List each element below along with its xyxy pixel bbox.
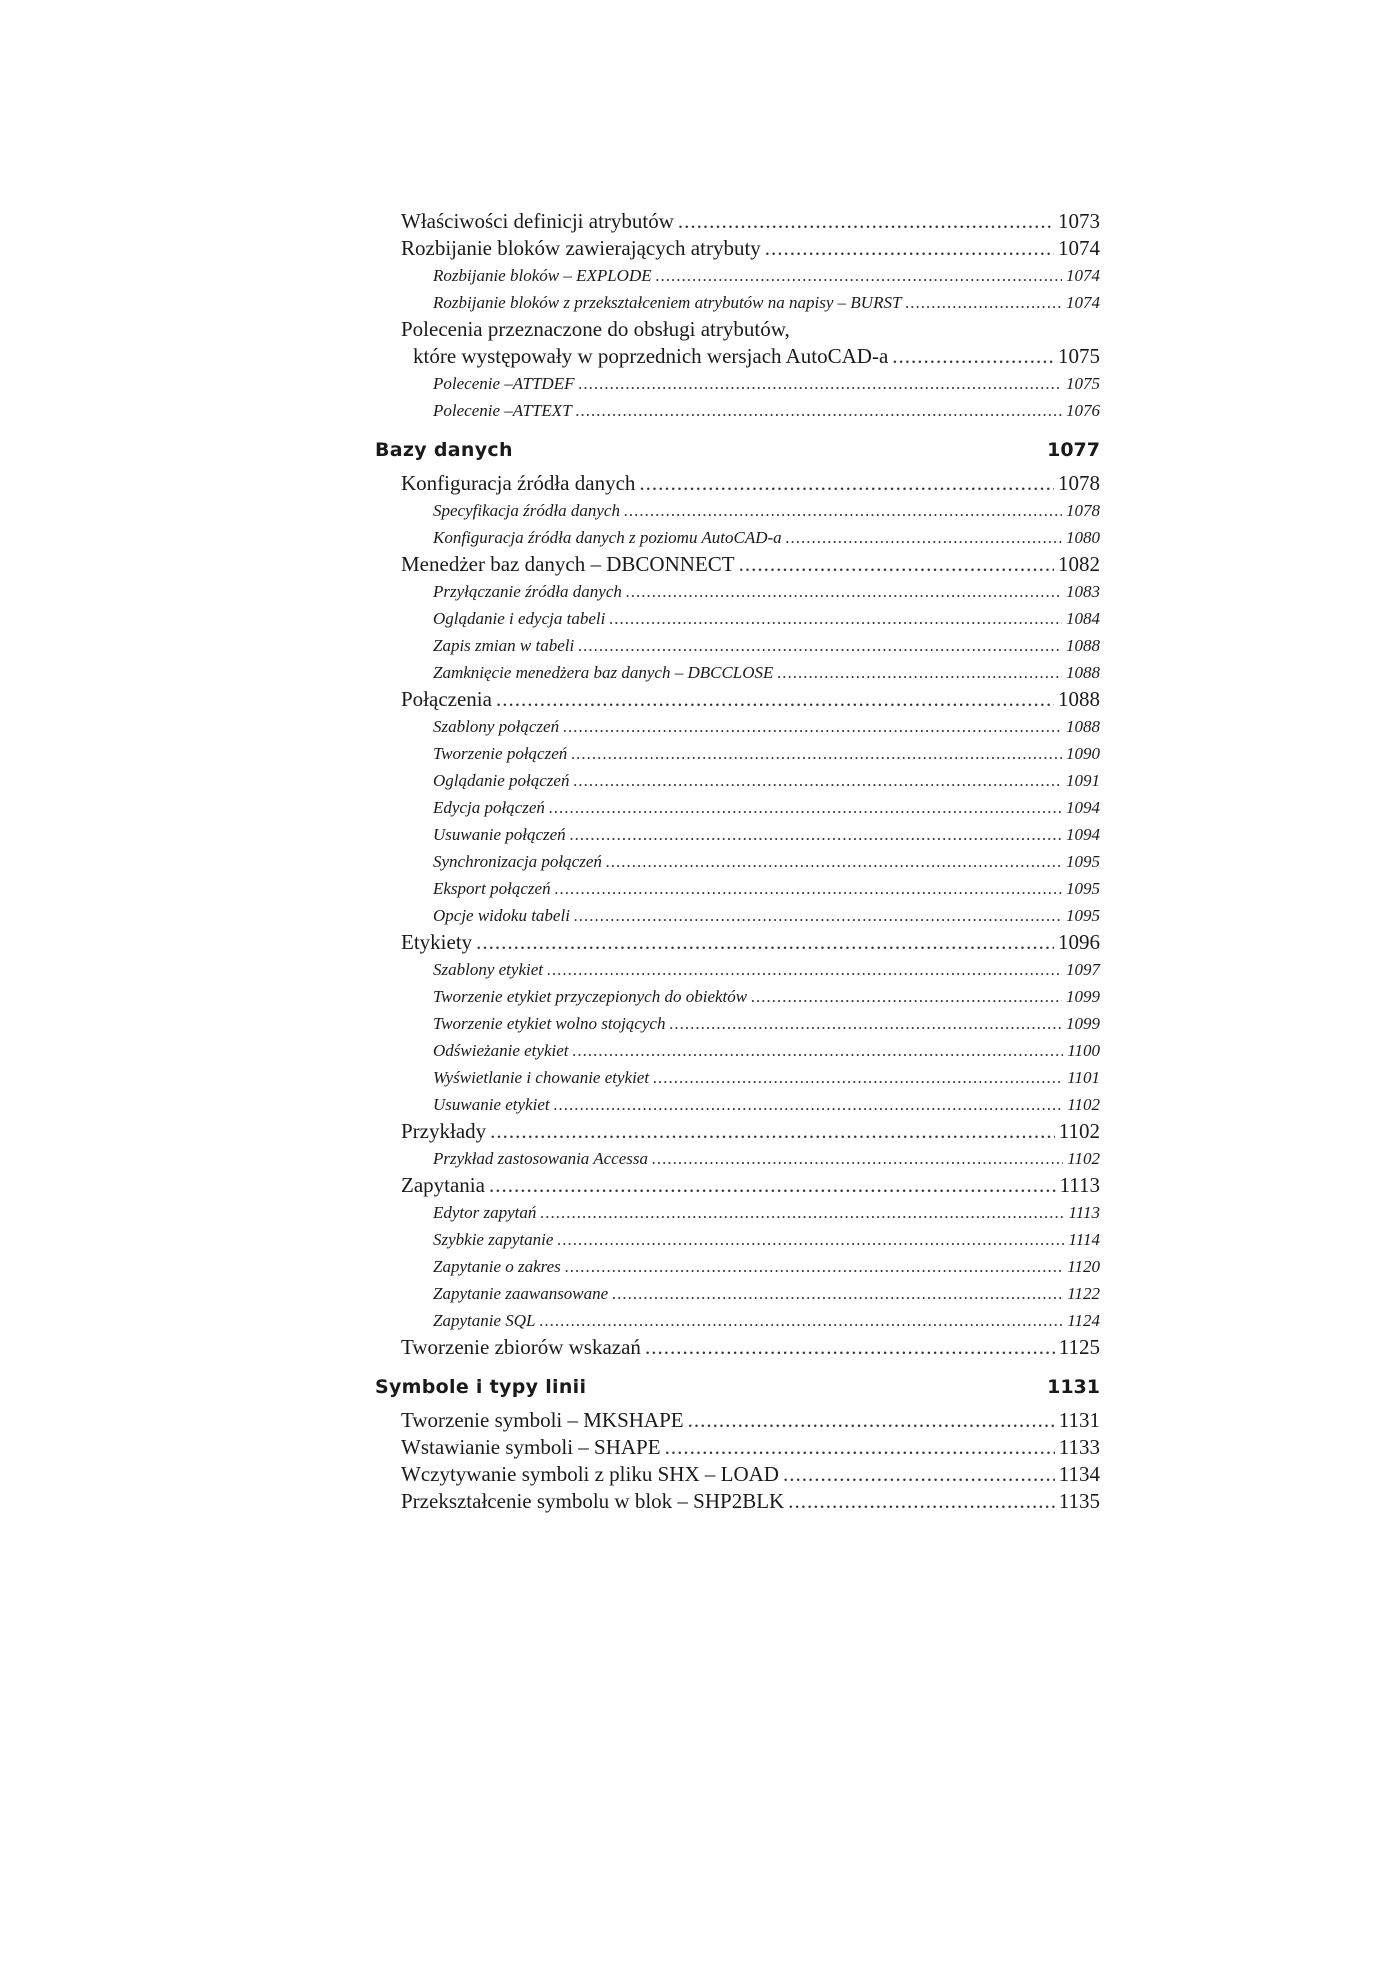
entry-title: Tworzenie etykiet przyczepionych do obiektów xyxy=(433,987,748,1006)
entry-title: Usuwanie etykiet xyxy=(433,1095,550,1114)
entry-page-number: 1099 xyxy=(1066,987,1100,1006)
entry-title: Zapytanie SQL xyxy=(433,1311,536,1330)
entry-page-number: 1124 xyxy=(1067,1311,1100,1330)
dot-leader xyxy=(547,956,1062,983)
entry-page-number: 1088 xyxy=(1066,717,1100,736)
dot-leader xyxy=(788,1488,1055,1515)
dot-leader xyxy=(490,1118,1055,1145)
dot-leader xyxy=(565,1253,1063,1280)
dot-leader xyxy=(652,1145,1063,1172)
toc-entry xyxy=(375,470,1100,497)
dot-leader xyxy=(653,1064,1063,1091)
dot-leader xyxy=(578,632,1062,659)
entry-title: Edycja połączeń xyxy=(433,798,545,817)
toc-entry xyxy=(375,686,1100,713)
dot-leader xyxy=(489,1172,1056,1199)
toc-subentry xyxy=(375,397,1100,424)
toc-subentry xyxy=(375,632,1100,659)
entry-page-number: 1097 xyxy=(1066,960,1100,979)
entry-page-number: 1083 xyxy=(1066,582,1100,601)
dot-leader xyxy=(786,524,1062,551)
entry-page-number: 1074 xyxy=(1066,266,1100,285)
entry-title: Menedżer baz danych – DBCONNECT xyxy=(401,552,735,576)
toc-subentry xyxy=(375,1280,1100,1307)
entry-page-number: 1133 xyxy=(1058,1435,1100,1459)
toc-subentry xyxy=(375,370,1100,397)
toc-subentry xyxy=(375,1307,1100,1334)
toc-subentry xyxy=(375,289,1100,316)
dot-leader xyxy=(539,1307,1063,1334)
entry-title: Oglądanie połączeń xyxy=(433,771,570,790)
dot-leader xyxy=(576,397,1062,424)
entry-page-number: 1084 xyxy=(1066,609,1100,628)
entry-page-number: 1095 xyxy=(1066,852,1100,871)
toc-subentry xyxy=(375,1226,1100,1253)
entry-page-number: 1088 xyxy=(1066,636,1100,655)
dot-leader xyxy=(612,1280,1063,1307)
entry-title: Etykiety xyxy=(401,930,473,954)
entry-title: Polecenie –ATTDEF xyxy=(433,374,575,393)
entry-title: Przykłady xyxy=(401,1119,487,1143)
entry-title: Szablony etykiet xyxy=(433,960,543,979)
entry-page-number: 1075 xyxy=(1058,344,1100,368)
entry-title: Właściwości definicji atrybutów xyxy=(401,209,674,233)
entry-page-number: 1075 xyxy=(1066,374,1100,393)
toc-subentry xyxy=(375,983,1100,1010)
entry-page-number: 1080 xyxy=(1066,528,1100,547)
entry-page-number: 1076 xyxy=(1066,401,1100,420)
entry-page-number: 1091 xyxy=(1066,771,1100,790)
toc-subentry xyxy=(375,524,1100,551)
entry-page-number: 1102 xyxy=(1067,1149,1100,1168)
entry-title: Usuwanie połączeń xyxy=(433,825,566,844)
chapter-page-number: 1077 xyxy=(1047,439,1100,461)
toc-entry xyxy=(375,929,1100,956)
entry-page-number: 1096 xyxy=(1058,930,1100,954)
dot-leader xyxy=(905,289,1062,316)
entry-page-number: 1095 xyxy=(1066,906,1100,925)
chapter-title: Bazy danych xyxy=(375,439,513,461)
dot-leader xyxy=(609,605,1062,632)
entry-page-number: 1101 xyxy=(1067,1068,1100,1087)
dot-leader xyxy=(669,1010,1062,1037)
entry-page-number: 1094 xyxy=(1066,825,1100,844)
dot-leader xyxy=(783,1461,1055,1488)
entry-page-number: 1102 xyxy=(1067,1095,1100,1114)
entry-title: Zapytanie zaawansowane xyxy=(433,1284,609,1303)
toc-subentry xyxy=(375,497,1100,524)
toc-subentry xyxy=(375,1091,1100,1118)
entry-title: Szybkie zapytanie xyxy=(433,1230,554,1249)
dot-leader xyxy=(626,578,1062,605)
entry-page-number: 1134 xyxy=(1058,1462,1100,1486)
dot-leader xyxy=(476,929,1054,956)
entry-title: Zamknięcie menedżera baz danych – DBCCLOSE xyxy=(433,663,774,682)
entry-page-number: 1090 xyxy=(1066,744,1100,763)
entry-title: Rozbijanie bloków zawierających atrybuty xyxy=(401,236,761,260)
dot-leader xyxy=(563,713,1062,740)
dot-leader xyxy=(578,370,1062,397)
toc-subentry xyxy=(375,1145,1100,1172)
entry-title: Zapytanie o zakres xyxy=(433,1257,561,1276)
toc-subentry xyxy=(375,767,1100,794)
dot-leader xyxy=(656,262,1062,289)
entry-page-number: 1073 xyxy=(1058,209,1100,233)
entry-title: Tworzenie zbiorów wskazań xyxy=(401,1335,641,1359)
dot-leader xyxy=(765,235,1054,262)
toc-subentry xyxy=(375,1037,1100,1064)
dot-leader xyxy=(573,1037,1064,1064)
toc-subentry xyxy=(375,821,1100,848)
entry-title: Tworzenie połączeń xyxy=(433,744,568,763)
entry-page-number: 1135 xyxy=(1058,1489,1100,1513)
toc-subentry xyxy=(375,740,1100,767)
entry-title: Synchronizacja połączeń xyxy=(433,852,602,871)
dot-leader xyxy=(555,875,1062,902)
dot-leader xyxy=(606,848,1062,875)
toc-subentry xyxy=(375,1253,1100,1280)
entry-page-number: 1074 xyxy=(1058,236,1100,260)
toc-subentry xyxy=(375,659,1100,686)
entry-page-number: 1088 xyxy=(1066,663,1100,682)
toc-entry xyxy=(375,551,1100,578)
entry-title: Odświeżanie etykiet xyxy=(433,1041,569,1060)
entry-title: Konfiguracja źródła danych z poziomu AutoCAD-a xyxy=(433,528,782,547)
toc-entry xyxy=(375,1118,1100,1145)
dot-leader xyxy=(571,740,1062,767)
toc-entry xyxy=(375,1407,1100,1434)
dot-leader xyxy=(573,767,1062,794)
entry-page-number: 1120 xyxy=(1067,1257,1100,1276)
dot-leader xyxy=(639,470,1054,497)
entry-title: Polecenie –ATTEXT xyxy=(433,401,572,420)
toc-subentry xyxy=(375,1064,1100,1091)
entry-title: Wczytywanie symboli z pliku SHX – LOAD xyxy=(401,1462,779,1486)
toc-entry xyxy=(375,1488,1100,1515)
dot-leader xyxy=(892,343,1054,370)
entry-title: Rozbijanie bloków z przekształceniem atrybutów na napisy – BURST xyxy=(433,293,902,312)
toc-subentry xyxy=(375,956,1100,983)
entry-page-number: 1113 xyxy=(1059,1173,1100,1197)
dot-leader xyxy=(570,821,1062,848)
entry-page-number: 1125 xyxy=(1058,1335,1100,1359)
entry-page-number: 1131 xyxy=(1058,1408,1100,1432)
entry-title: Rozbijanie bloków – EXPLODE xyxy=(433,266,652,285)
dot-leader xyxy=(624,497,1062,524)
dot-leader xyxy=(540,1199,1064,1226)
dot-leader xyxy=(549,794,1062,821)
dot-leader xyxy=(688,1407,1055,1434)
toc-subentry xyxy=(375,794,1100,821)
entry-title: Przyłączanie źródła danych xyxy=(433,582,622,601)
toc-entry-line xyxy=(375,316,1100,343)
toc-entry xyxy=(375,1434,1100,1461)
dot-leader xyxy=(557,1226,1064,1253)
dot-leader xyxy=(751,983,1062,1010)
entry-page-number: 1088 xyxy=(1058,687,1100,711)
toc-subentry xyxy=(375,1199,1100,1226)
entry-title: Tworzenie etykiet wolno stojących xyxy=(433,1014,666,1033)
entry-title: Tworzenie symboli – MKSHAPE xyxy=(401,1408,684,1432)
entry-page-number: 1074 xyxy=(1066,293,1100,312)
entry-title: Połączenia xyxy=(401,687,492,711)
entry-title: Wyświetlanie i chowanie etykiet xyxy=(433,1068,650,1087)
entry-page-number: 1099 xyxy=(1066,1014,1100,1033)
dot-leader xyxy=(678,208,1054,235)
entry-page-number: 1082 xyxy=(1058,552,1100,576)
entry-page-number: 1078 xyxy=(1058,471,1100,495)
toc-subentry xyxy=(375,902,1100,929)
toc-subentry xyxy=(375,262,1100,289)
chapter-title: Symbole i typy linii xyxy=(375,1376,587,1398)
dot-leader xyxy=(496,686,1054,713)
toc-entry xyxy=(375,1334,1100,1361)
entry-title: Przekształcenie symbolu w blok – SHP2BLK xyxy=(401,1489,785,1513)
dot-leader xyxy=(554,1091,1064,1118)
entry-page-number: 1078 xyxy=(1066,501,1100,520)
dot-leader xyxy=(777,659,1062,686)
entry-title: Edytor zapytań xyxy=(433,1203,537,1222)
toc-entry xyxy=(375,208,1100,235)
entry-page-number: 1100 xyxy=(1067,1041,1100,1060)
toc-subentry xyxy=(375,578,1100,605)
toc-entry xyxy=(375,235,1100,262)
chapter-page-number: 1131 xyxy=(1047,1376,1100,1398)
toc-subentry xyxy=(375,848,1100,875)
toc-entry xyxy=(375,1172,1100,1199)
toc-entry xyxy=(375,343,1100,370)
entry-title: Szablony połączeń xyxy=(433,717,560,736)
entry-title: Konfiguracja źródła danych xyxy=(401,471,636,495)
entry-page-number: 1094 xyxy=(1066,798,1100,817)
entry-title: Oglądanie i edycja tabeli xyxy=(433,609,606,628)
entry-title: Opcje widoku tabeli xyxy=(433,906,570,925)
entry-title: Przykład zastosowania Accessa xyxy=(433,1149,649,1168)
entry-page-number: 1114 xyxy=(1068,1230,1100,1249)
dot-leader xyxy=(574,902,1062,929)
entry-page-number: 1095 xyxy=(1066,879,1100,898)
toc-subentry xyxy=(375,713,1100,740)
toc-entry xyxy=(375,1461,1100,1488)
entry-title: Specyfikacja źródła danych xyxy=(433,501,620,520)
toc-subentry xyxy=(375,605,1100,632)
toc-subentry xyxy=(375,875,1100,902)
entry-title: Zapytania xyxy=(401,1173,485,1197)
toc-subentry xyxy=(375,1010,1100,1037)
entry-page-number: 1113 xyxy=(1068,1203,1100,1222)
dot-leader xyxy=(645,1334,1055,1361)
entry-page-number: 1122 xyxy=(1067,1284,1100,1303)
dot-leader xyxy=(665,1434,1055,1461)
entry-title: Polecenia przeznaczone do obsługi atrybutów, xyxy=(401,317,790,341)
table-of-contents xyxy=(375,208,1100,1515)
toc-chapter-heading xyxy=(375,430,1100,470)
entry-page-number: 1102 xyxy=(1058,1119,1100,1143)
entry-title: Wstawianie symboli – SHAPE xyxy=(401,1435,661,1459)
entry-title: Eksport połączeń xyxy=(433,879,551,898)
toc-chapter-heading xyxy=(375,1367,1100,1407)
entry-title: Zapis zmian w tabeli xyxy=(433,636,575,655)
dot-leader xyxy=(739,551,1054,578)
entry-title: które występowały w poprzednich wersjach AutoCAD-a xyxy=(413,344,889,368)
